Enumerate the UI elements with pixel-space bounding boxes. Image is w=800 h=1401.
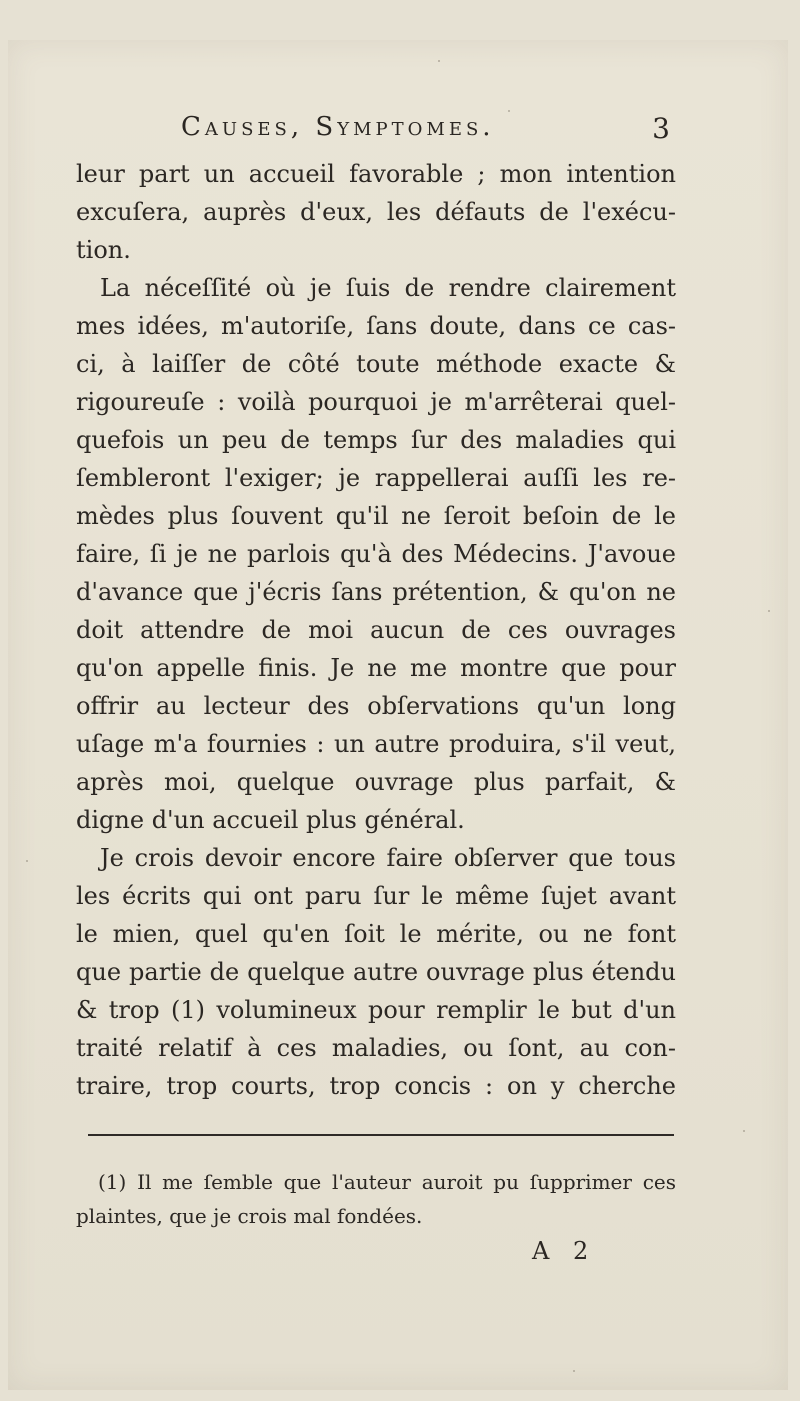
text-line: excuſera, auprès d'eux, les défauts de l'exécu- bbox=[76, 198, 676, 226]
text-line: rigoureuſe : voilà pourquoi je m'arrêterai quel- bbox=[76, 388, 676, 416]
text-line: traire, trop courts, trop concis : on y cherche bbox=[76, 1072, 676, 1100]
body-text bbox=[76, 155, 676, 1105]
text-line: ſembleront l'exiger; je rappellerai auſſi les re- bbox=[76, 464, 676, 492]
text-line: ci, à laiſſer de côté toute méthode exacte & bbox=[76, 350, 676, 378]
text-line: d'avance que j'écris ſans prétention, & qu'on ne bbox=[76, 578, 676, 606]
paper-speck bbox=[438, 60, 440, 62]
page-number: 3 bbox=[652, 112, 670, 145]
text-line: les écrits qui ont paru ſur le même ſujet avant bbox=[76, 882, 676, 910]
text-line: offrir au lecteur des obſervations qu'un long bbox=[76, 692, 676, 720]
text-line: tion. bbox=[76, 236, 131, 264]
paper-speck bbox=[768, 610, 770, 612]
text-line: faire, ſi je ne parlois qu'à des Médecins. J'avoue bbox=[76, 540, 676, 568]
text-line: mèdes plus ſouvent qu'il ne ſeroit beſoin de le bbox=[76, 502, 676, 530]
footnote-line: plaintes, que je crois mal fondées. bbox=[76, 1204, 423, 1228]
footnote bbox=[76, 1165, 676, 1233]
text-line: traité relatif à ces maladies, ou ſont, au con- bbox=[76, 1034, 676, 1062]
text-line: après moi, quelque ouvrage plus parfait, & bbox=[76, 768, 676, 796]
text-line: leur part un accueil favorable ; mon intention bbox=[76, 160, 676, 188]
signature-mark: A 2 bbox=[532, 1237, 597, 1265]
text-line: le mien, quel qu'en ſoit le mérite, ou ne font bbox=[76, 920, 676, 948]
text-line: que partie de quelque autre ouvrage plus étendu bbox=[76, 958, 676, 986]
text-line: uſage m'a fournies : un autre produira, s'il veut, bbox=[76, 730, 676, 758]
text-line: qu'on appelle finis. Je ne me montre que pour bbox=[76, 654, 676, 682]
text-line: mes idées, m'autoriſe, ſans doute, dans ce cas- bbox=[76, 312, 676, 340]
paper-speck bbox=[743, 1130, 745, 1132]
text-line: La néceſſité où je ſuis de rendre clairement bbox=[100, 274, 676, 302]
text-line: digne d'un accueil plus général. bbox=[76, 806, 465, 834]
paper-speck bbox=[26, 860, 28, 862]
text-line: doit attendre de moi aucun de ces ouvrages bbox=[76, 616, 676, 644]
text-line: Je crois devoir encore faire obſerver que tous bbox=[100, 844, 676, 872]
text-line: & trop (1) volumineux pour remplir le but d'un bbox=[76, 996, 676, 1024]
page-header bbox=[76, 108, 676, 148]
paper-speck bbox=[573, 1370, 575, 1372]
text-line: quefois un peu de temps ſur des maladies qui bbox=[76, 426, 676, 454]
footnote-rule bbox=[88, 1134, 674, 1136]
footnote-line: (1) Il me ſemble que l'auteur auroit pu ſupprimer ces bbox=[98, 1170, 676, 1194]
running-title: Causes, Symptomes. bbox=[181, 112, 495, 142]
